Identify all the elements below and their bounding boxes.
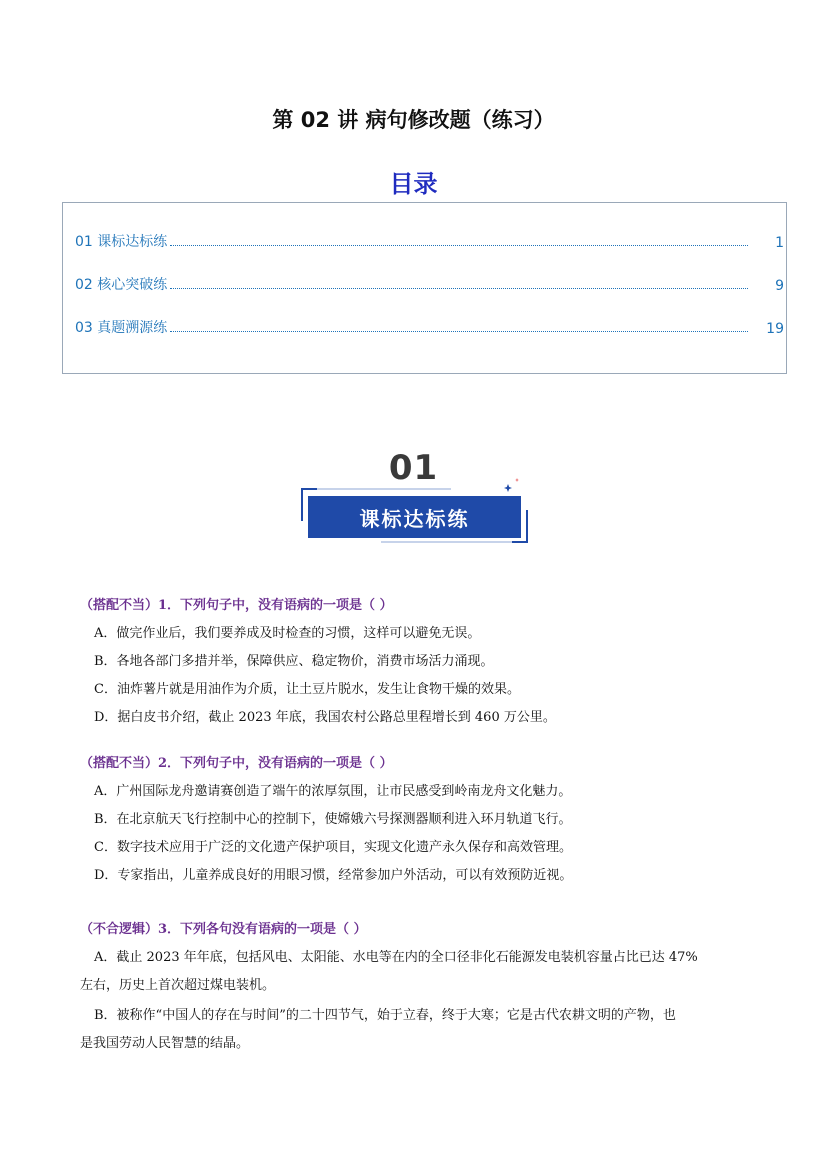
question-1-option-d: D．据白皮书介绍，截止 2023 年底，我国农村公路总里程增长到 460 万公里。 [94,710,556,725]
section-number: 01 [388,448,439,488]
toc-item-2[interactable] [75,272,784,294]
question-3-stem: （不合逻辑）3．下列各句没有语病的一项是（ ） [80,922,367,937]
toc-item-1[interactable] [75,229,784,251]
question-3-option-b: B．被称作“中国人的存在与时间”的二十四节气，始于立春，终于大寒；它是古代农耕文明的产物，也 [94,1008,676,1023]
question-2-stem: （搭配不当）2．下列句子中，没有语病的一项是（ ） [80,756,393,771]
sparkle-icon [503,476,523,496]
question-1-option-c: C．油炸薯片就是用油作为介质，让土豆片脱水，发生让食物干燥的效果。 [94,682,520,697]
question-3-option-a-cont: 左右，历史上首次超过煤电装机。 [80,978,276,993]
question-1-stem: （搭配不当）1．下列句子中，没有语病的一项是（ ） [80,598,393,613]
toc-item-label: 01 课标达标练 [75,234,168,250]
question-1-option-a: A．做完作业后，我们要养成及时检查的习惯，这样可以避免无误。 [94,626,481,641]
question-2-option-d: D．专家指出，儿童养成良好的用眼习惯，经常参加户外活动，可以有效预防近视。 [94,868,573,883]
toc-page-number: 19 [766,321,784,337]
question-2-option-a: A．广州国际龙舟邀请赛创造了端午的浓厚氛围，让市民感受到岭南龙舟文化魅力。 [94,784,572,799]
toc-item-label: 03 真题溯源练 [75,320,168,336]
toc-title: 目录 [389,170,438,198]
question-3-option-a: A．截止 2023 年年底，包括风电、太阳能、水电等在内的全口径非化石能源发电装机容量占比已达 47% [94,950,698,965]
toc-item-3[interactable] [75,315,784,337]
toc-page-number: 9 [775,278,784,294]
toc-leader [170,331,748,332]
toc-page-number: 1 [775,235,784,251]
question-3-option-b-cont: 是我国劳动人民智慧的结晶。 [80,1036,250,1051]
toc-item-label: 02 核心突破练 [75,277,168,293]
toc-leader [170,245,748,246]
page-title: 第 02 讲 病句修改题（练习） [272,108,555,132]
toc-leader [170,288,748,289]
table-of-contents [62,202,787,374]
question-2-option-b: B．在北京航天飞行控制中心的控制下，使嫦娥六号探测器顺利进入环月轨道飞行。 [94,812,572,827]
section-badge: 课标达标练 [308,496,521,538]
question-1-option-b: B．各地各部门多措并举，保障供应、稳定物价，消费市场活力涌现。 [94,654,494,669]
question-2-option-c: C．数字技术应用于广泛的文化遗产保护项目，实现文化遗产永久保存和高效管理。 [94,840,572,855]
